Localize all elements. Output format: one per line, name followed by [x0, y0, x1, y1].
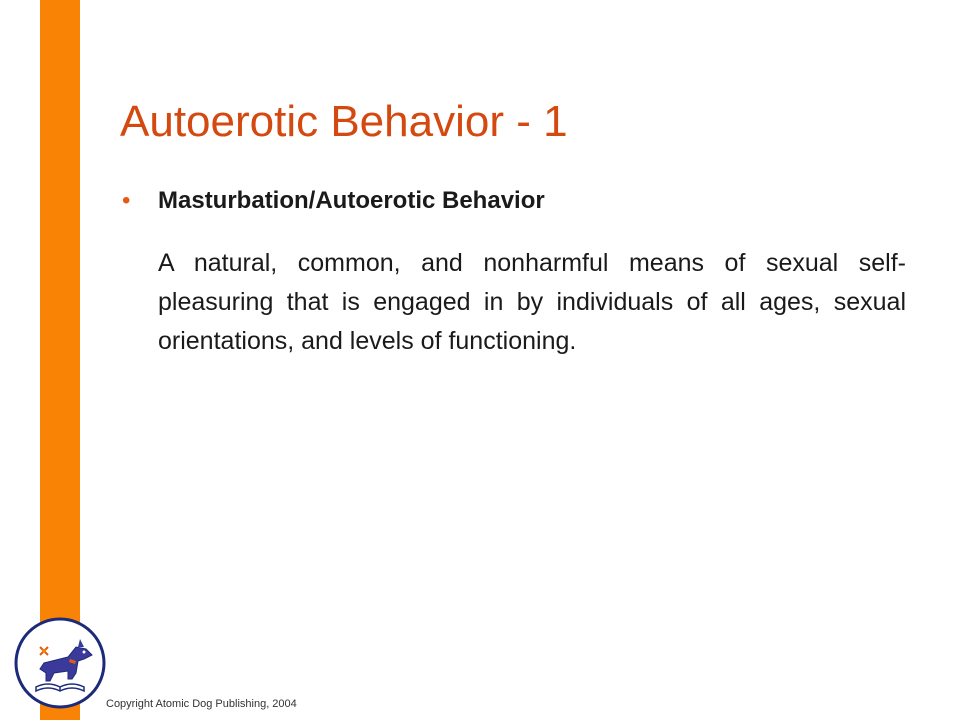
- orange-accent-bar: [40, 0, 80, 720]
- copyright-notice: Copyright Atomic Dog Publishing, 2004: [106, 698, 297, 710]
- definition-text: A natural, common, and nonharmful means of sexual self-pleasuring that is engaged in by individuals of all ages, sexual orientations, and levels of functioning.: [158, 249, 906, 355]
- logo-graphic: [14, 617, 106, 709]
- bullet-heading: Masturbation/Autoerotic Behavior: [158, 187, 545, 214]
- bullet-marker: •: [122, 187, 131, 214]
- slide-title: Autoerotic Behavior - 1: [120, 97, 568, 146]
- atomic-dog-logo-icon: [14, 617, 106, 709]
